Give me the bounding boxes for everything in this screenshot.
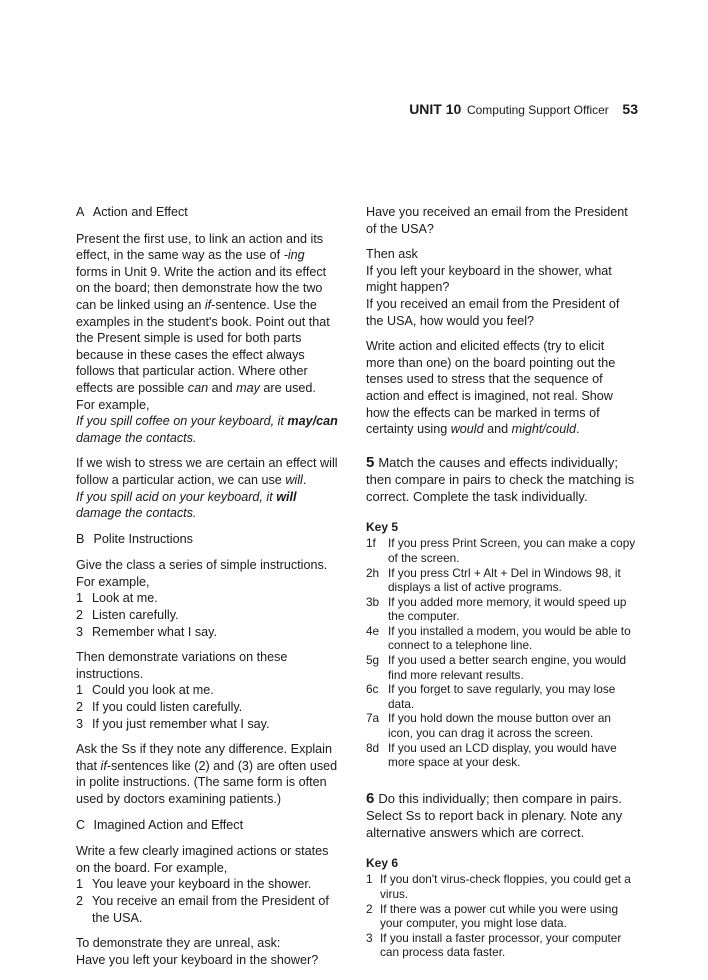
list-item: 2 Listen carefully. (76, 608, 179, 623)
key-item: 3b If you added more memory, it would speed up the computer. (366, 594, 627, 624)
list-item: 1 You leave your keyboard in the shower. (76, 877, 312, 892)
question: If you received an email from the President of the USA, how would you feel? (366, 296, 620, 328)
page-number: 53 (622, 101, 638, 117)
section-c-ask: To demonstrate they are unreal, ask: Have you left your keyboard in the shower? (76, 936, 319, 967)
right-column (366, 204, 636, 980)
list-item: 1 Could you look at me. (76, 683, 214, 698)
list-item: 2 If you could listen carefully. (76, 700, 243, 715)
key-6-heading: Key 6 (366, 855, 399, 870)
list-item: 1 Look at me. (76, 591, 158, 606)
section-b-paragraph: Ask the Ss if they note any difference. Explain that if-sentences like (2) and (3) are often used in polite instructions. (The same form is often used by doctors examining patients.) (76, 742, 338, 806)
key-item: 1 If you don't virus-check floppies, you could get a virus. (366, 872, 631, 901)
unit-subtitle: Computing Support Officer (466, 103, 609, 117)
section-c-paragraph: Write action and elicited effects (try to elicit more than one) on the board pointing out the tenses used to stress that the sequence of action and effect is imagined, not real. Show how the effects can be marked in terms of certainty using would and might/could. (366, 339, 616, 437)
section-letter: C (76, 817, 86, 832)
task-number: 6 (366, 789, 375, 807)
section-title: Imagined Action and Effect (93, 817, 244, 832)
key-item: 5g If you used a better search engine, you would find more relevant results. (366, 653, 627, 682)
section-b-intro: Give the class a series of simple instructions. For example, (76, 558, 328, 589)
task-5: 5 Match the causes and effects individually; then compare in pairs to check the matching is correct. Complete the task individually. (366, 453, 635, 504)
section-title: Polite Instructions (93, 531, 193, 546)
question: Have you left your keyboard in the shower? (76, 952, 319, 967)
list-item: 2 You receive an email from the President of the USA. (76, 893, 329, 925)
section-c-heading (76, 817, 338, 834)
section-letter: B (76, 531, 85, 546)
section-letter: A (76, 205, 85, 219)
key-item: 2 If there was a power cut while you were using your computer, you might lose data. (366, 901, 619, 931)
section-a-paragraph-1: Present the first use, to link an action and its effect, in the same way as the use of -ing forms in Unit 9. Write the action and its effect on the board; then demonstrate how the two can be linked using an if-sentence. Use the examples in the student's book. Point out that the Present simple is used for both parts because in these cases the effect always follows that particular action. Where other effects are possible can and may are used. For example, If you spill coffee on your keyboard, it may/can damage the contacts. (76, 231, 338, 445)
left-column (76, 204, 338, 968)
section-b-intro-2: Then demonstrate variations on these instructions. (76, 650, 288, 681)
key-item: 2h If you press Ctrl + Alt + Del in Windows 98, it displays a list of active programs. (366, 565, 621, 595)
key-item: 6c If you forget to save regularly, you may lose data. (366, 682, 616, 711)
section-c-intro: Write a few clearly imagined actions or states on the board. For example, (76, 844, 329, 875)
example-sentence: If you spill acid on your keyboard, it (76, 489, 277, 504)
example-sentence: If you spill coffee on your keyboard, it (76, 414, 288, 429)
task-6: 6 Do this individually; then compare in pairs. Select Ss to report back in plenary. Note any alternative answers which are correct. (366, 789, 623, 840)
unit-label: UNIT 10 (409, 101, 462, 117)
list-item: 3 Remember what I say. (76, 624, 218, 639)
running-header (409, 101, 638, 117)
polite-instruction-list (76, 682, 338, 732)
instruction-list (76, 590, 338, 640)
key-item: 1f If you press Print Screen, you can make a copy of the screen. (366, 536, 636, 565)
key-item: 8d If you used an LCD display, you would have more space at your desk. (366, 740, 617, 770)
section-a-heading (76, 204, 338, 221)
question: If you left your keyboard in the shower, what might happen? (366, 263, 612, 295)
key-5-list (366, 536, 636, 770)
key-item: 7a If you hold down the mouse button over an icon, you can drag it across the screen. (366, 711, 611, 741)
section-b-heading (76, 531, 338, 548)
task-number: 5 (366, 453, 375, 471)
section-a-paragraph-2: If we wish to stress we are certain an effect will follow a particular action, we can use will. If you spill acid on your keyboard, it will damage the contacts. (76, 456, 338, 521)
key-item: 3 If you install a faster processor, your computer can process data faster. (366, 930, 622, 960)
section-c-then: Then ask If you left your keyboard in the shower, what might happen? If you received an email from the President of the USA, how would you feel? (366, 247, 620, 328)
key-item: 4e If you installed a modem, you would be able to connect to a telephone line. (366, 623, 631, 653)
key-5-heading: Key 5 (366, 519, 399, 534)
list-item: 3 If you just remember what I say. (76, 716, 270, 731)
imagined-actions-list (76, 876, 338, 926)
section-title: Action and Effect (92, 205, 188, 219)
question: Have you received an email from the President of the USA? (366, 205, 628, 236)
key-6-list (366, 872, 636, 960)
